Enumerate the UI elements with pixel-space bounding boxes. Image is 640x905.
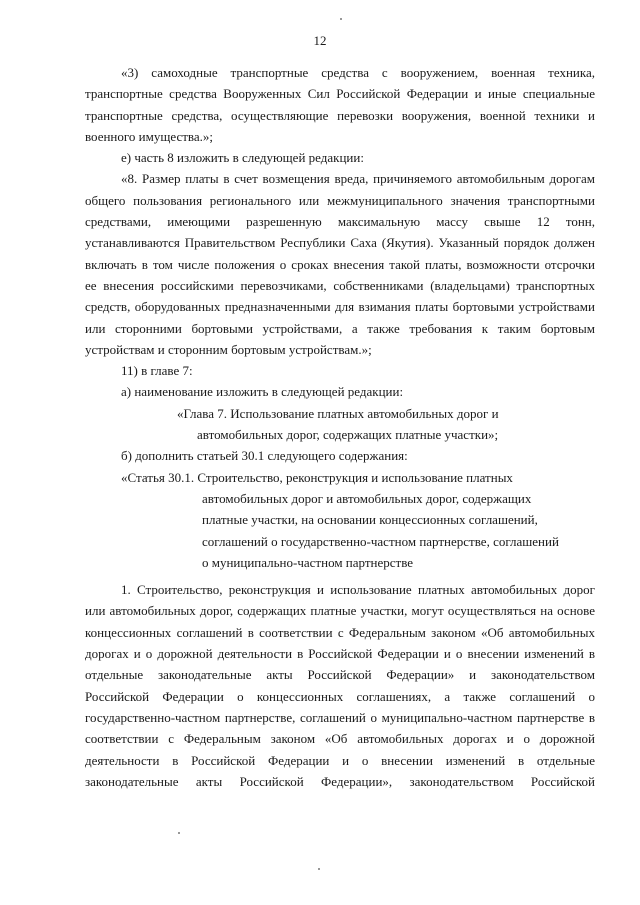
text-line: устройствам и сторонним бортовым устройствам.»; [85,341,372,357]
article-heading: соглашений о государственно-частном партнерстве, соглашений [202,533,559,549]
text-line: законодательные акты Российской Федерации», законодательством Российской [85,773,595,789]
text-line: устанавливаются Правительством Республики Саха (Якутия). Указанный порядок должен [85,235,595,251]
text-line: государственно-частном партнерстве, соглашений о муниципально-частном партнерстве в [85,709,595,725]
text-line: военного имущества.»; [85,128,213,144]
text-line: деятельности в Российской Федерации и о внесении изменений в отдельные [85,752,595,768]
text-line: средствами, имеющими разрешенную максимальную массу свыше 12 тонн, [85,214,595,230]
text-line: транспортные средства Вооруженных Сил Российской Федерации и иные специальные [85,86,595,102]
text-line: отдельные законодательные акты Российской Федерации» и законодательством [85,667,595,683]
text-line: соответствии с Федеральным законом «Об автомобильных дорогах и о дорожной [85,731,595,747]
text-line: е) часть 8 изложить в следующей редакции: [121,150,364,166]
article-heading: платные участки, на основании концессионных соглашений, [202,512,538,528]
text-line: «8. Размер платы в счет возмещения вреда, причиняемого автомобильным дорогам [121,171,595,187]
text-line: включать в том числе положения о сроках внесения такой платы, возможности отсрочки [85,256,595,272]
text-line: дорогах и о дорожной деятельности в Российской Федерации и о внесении изменений в [85,646,595,662]
text-line: общего пользования регионального или межмуниципального значения транспортными [85,192,595,208]
chapter-heading: «Глава 7. Использование платных автомобильных дорог и [177,405,499,421]
text-line: 1. Строительство, реконструкция и использование платных автомобильных дорог [121,582,595,598]
text-line: или автомобильных дорог, содержащих платные участки, могут осуществляться на основе [85,603,595,619]
chapter-heading: автомобильных дорог, содержащих платные участки»; [197,427,499,443]
article-heading: автомобильных дорог и автомобильных дорог, содержащих [202,490,532,506]
text-line: или сторонними бортовыми устройствами, а также требования к таким бортовым [85,320,595,336]
article-heading: «Статья 30.1. Строительство, реконструкция и использование платных [121,469,513,485]
scan-speck [318,868,320,870]
text-line: ее внесения российскими перевозчиками, собственниками (владельцами) транспортных [85,277,595,293]
text-line: 11) в главе 7: [121,363,193,379]
text-line: Российской Федерации о концессионных соглашениях, а также соглашений о [85,688,595,704]
text-line: средств, оборудованных предназначенными для взимания платы бортовыми устройствами [85,299,595,315]
scan-speck [178,832,180,834]
text-line: концессионных соглашений в соответствии с Федеральным законом «Об автомобильных [85,624,595,640]
text-line: а) наименование изложить в следующей редакции: [121,384,404,400]
page-number: 12 [313,33,327,48]
text-line: «3) самоходные транспортные средства с вооружением, военная техника, [121,65,595,80]
scan-speck [340,18,342,20]
text-line: б) дополнить статьей 30.1 следующего содержания: [121,448,408,464]
document-body [85,62,595,792]
text-line: транспортные средства, осуществляющие перевозки вооружения, военной техники и [85,107,595,123]
article-heading: о муниципально-частном партнерстве [202,554,414,570]
